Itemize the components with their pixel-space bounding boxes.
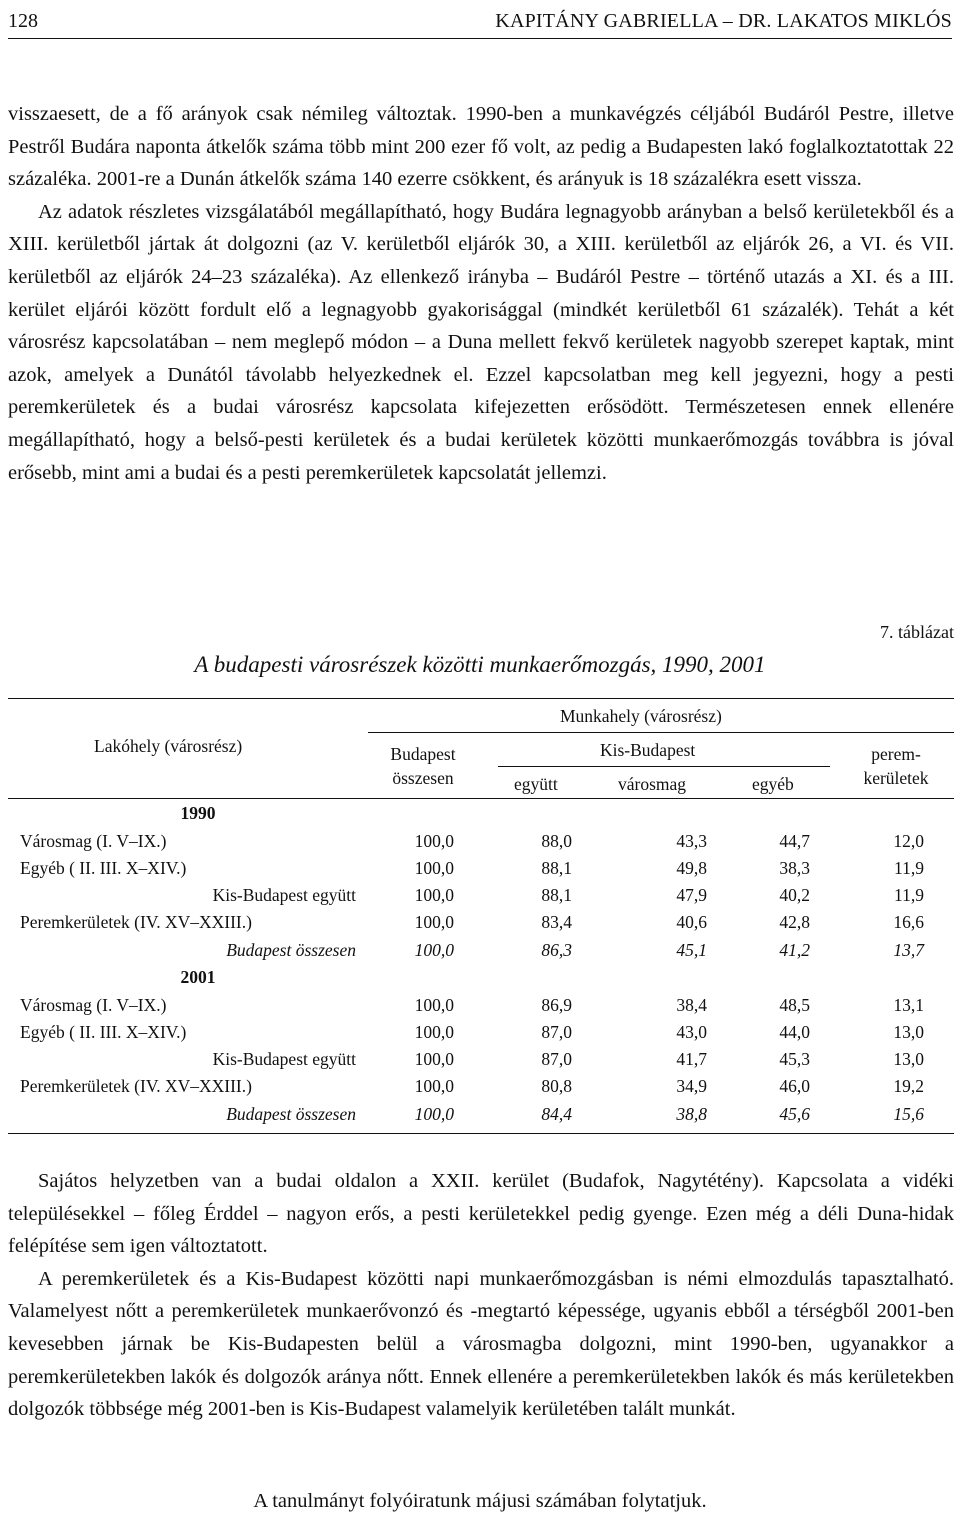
outro-text (8, 1165, 954, 1426)
table-total-row: Budapest összesen 100,0 84,4 38,8 45,6 15,6 (226, 1104, 924, 1124)
header-together: együtt (514, 774, 558, 794)
intro-text (8, 98, 954, 489)
table-top-rule (8, 698, 954, 699)
running-title: KAPITÁNY GABRIELLA – DR. LAKATOS MIKLÓS (495, 10, 952, 32)
year-1990-row (8, 800, 954, 827)
header-other: egyéb (752, 774, 794, 794)
header-budapest-total: Budapest összesen (390, 744, 456, 788)
outro-paragraph: A peremkerületek és a Kis-Budapest közötti napi munkaerőmozgásban is némi elmozdulás tapasztalható. Valamelyest nőtt a peremkerületek munkaerővonzó és -megtartó képessége, ugyanis ebből a térségből 2001-ben kevesebben járnak be Kis-Budapesten belül a városmagba dolgozni, mint 1990-ben, ugyanakkor a peremkerületekben lakók és dolgozók aránya nőtt. Ennek ellenére a peremkerületekben lakók és más kerületekben dolgozók többsége még 2001-ben is Kis-Budapest valamelyik kerületében talált munkát. (8, 1267, 954, 1421)
header-rule (8, 38, 952, 39)
header-inner-city: városmag (618, 774, 687, 794)
table-row: Városmag (I. V–IX.) 100,0 86,9 38,4 48,5 13,1 (20, 995, 924, 1015)
running-header (8, 4, 952, 38)
table-number: 7. táblázat (880, 622, 954, 642)
page-number: 128 (8, 10, 38, 32)
header-periphery: perem- kerületek (863, 744, 929, 788)
outro-paragraph: Sajátos helyzetben van a budai oldalon a XXII. kerület (Budafok, Nagytétény). Kapcsolata a vidéki településekkel – főleg Érddel – nagyon erős, a pesti kerületekkel pedig gyenge. Ezen még a déli Duna-hidak felépítése sem igen változtatott. (8, 1170, 954, 1258)
workplace-rule (368, 732, 954, 733)
table-row: Városmag (I. V–IX.) 100,0 88,0 43,3 44,7 12,0 (20, 831, 924, 851)
year-label: 1990 (180, 803, 216, 823)
table-row: Egyéb ( II. III. X–XIV.) 100,0 87,0 43,0 44,0 13,0 (20, 1022, 924, 1042)
header-residence: Lakóhely (városrész) (94, 736, 243, 756)
intro-paragraph: visszaesett, de a fő arányok csak némileg változtak. 1990-ben a munkavégzés céljából Budáról Pestre, illetve Pestről Budára naponta átkelők száma több mint 200 ezer fő volt, az pedig a Budapesten lakó foglalkoztatottak 22 százaléka. 2001-re a Dunán átkelők száma 140 ezerre csökkent, és arányuk is 18 százalékra esett vissza. (8, 103, 954, 191)
table-header-rule (8, 798, 954, 799)
table-title: A budapesti városrészek közötti munkaerőmozgás, 1990, 2001 (194, 652, 766, 677)
year-label: 2001 (180, 967, 216, 987)
table-row: Kis-Budapest együtt 100,0 88,1 47,9 40,2 11,9 (212, 885, 924, 905)
year-2001-row (8, 964, 954, 991)
table-total-row: Budapest összesen 100,0 86,3 45,1 41,2 13,7 (226, 940, 924, 960)
analysis-paragraph: Az adatok részletes vizsgálatából megállapítható, hogy Budára legnagyobb arányban a belső kerületekből és a XIII. kerületből jártak át dolgozni (az V. kerületből eljárók 30, a XIII. kerületből az eljárók 26, a VI. és VII. kerületből az eljárók 24–23 százaléka). Az ellenkező irányba – Budáról Pestre – történő utazás a XI. és a III. kerület eljárói között fordult elő a legnagyobb gyakorisággal (mindkét kerületből 61 százalék). Tehát a két városrész kapcsolatában – nem meglepő módon – a Duna mellett fekvő kerületek nagyobb szerepet kaptak, mint azok, amelyek a Dunától távolabb helyezkednek el. Ezzel kapcsolatban meg kell jegyezni, hogy a pesti peremkerületek és a budai városrész kapcsolata kifejezetten erősödött. Természetesen ennek ellenére megállapítható, hogy a belső-pesti kerületek és a budai kerületek közötti munkaerőmozgás továbbra is jóval erősebb, mint ami a budai és a pesti peremkerületek kapcsolatát jellemzi. (8, 200, 954, 484)
closing-note: A tanulmányt folyóiratunk májusi számában folytatjuk. (253, 1490, 707, 1512)
table-row: Peremkerületek (IV. XV–XXIII.) 100,0 80,8 34,9 46,0 19,2 (20, 1076, 924, 1096)
table-row: Egyéb ( II. III. X–XIV.) 100,0 88,1 49,8 38,3 11,9 (20, 858, 924, 878)
header-kis-budapest: Kis-Budapest (600, 740, 696, 760)
table-row: Kis-Budapest együtt 100,0 87,0 41,7 45,3 13,0 (212, 1049, 924, 1069)
table-bottom-rule (8, 1133, 954, 1134)
header-workplace: Munkahely (városrész) (560, 706, 722, 726)
kis-budapest-rule (498, 766, 830, 767)
table-row: Peremkerületek (IV. XV–XXIII.) 100,0 83,4 40,6 42,8 16,6 (20, 912, 924, 932)
